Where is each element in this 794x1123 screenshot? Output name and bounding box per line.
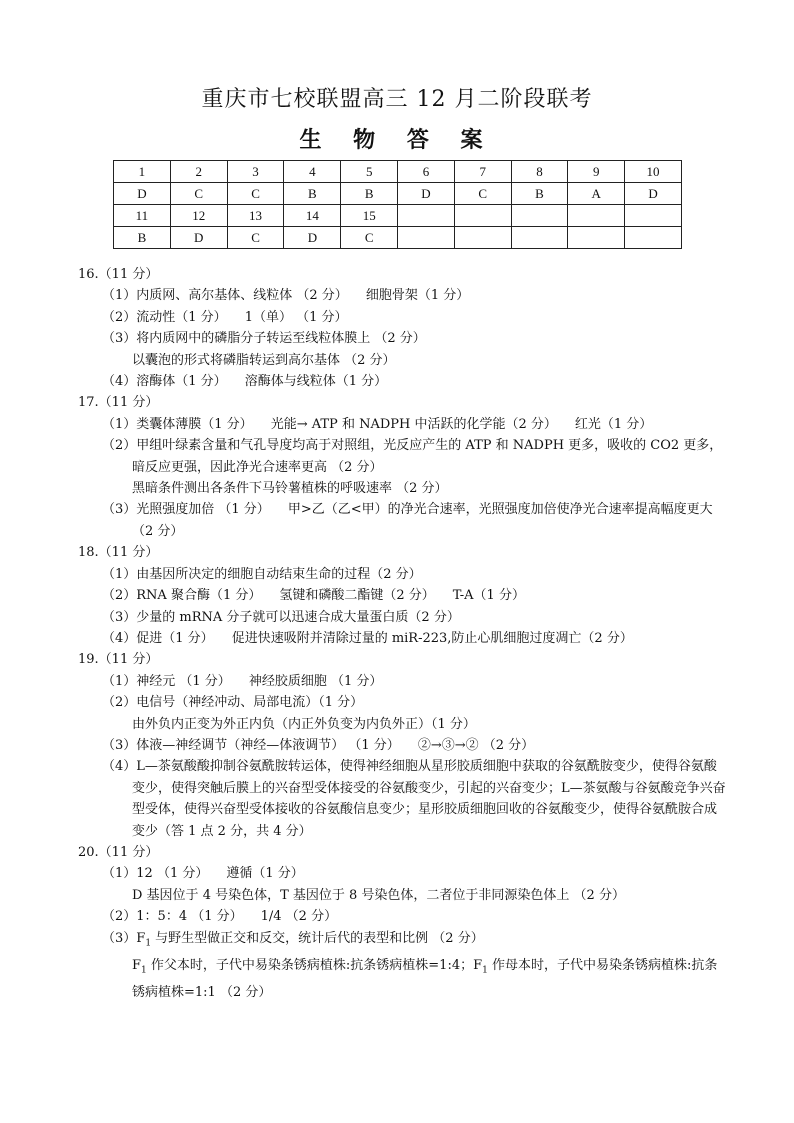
question-number-row [114,161,682,183]
answer-text: D 基因位于 4 号染色体，T 基因位于 8 号染色体，二者位于非同源染色体上 （2 分） [132,887,625,903]
table-cell: D [114,183,171,205]
table-cell: 11 [114,205,171,227]
answer-text: 光能→ ATP 和 NADPH 中活跃的化学能（2 分） [270,416,557,432]
answer-text: 黑暗条件测出各条件下马铃薯植株的呼吸速率 （2 分） [132,481,448,497]
table-cell [398,227,455,249]
page-subtitle: 生 物 答 案 [299,127,495,153]
page-title: 重庆市七校联盟高三 12 月二阶段联考 [201,87,593,112]
answer-item [78,285,728,306]
answer-text: 由外负内正变为外正内负（内正外负变为内负外正）（1 分） [132,716,476,732]
table-cell: D [170,227,227,249]
table-cell: C [454,183,511,205]
answer-text: $F_1$ 作父本时，子代中易染条锈病植株:抗条锈病植株=1:4；$F_1$ 作母本时，子代中易染条锈病植株:抗条锈病植株=1:1 （2 分） [132,957,718,1000]
answer-text: （3）体液—神经调节（神经—体液调节） （1 分） [102,737,400,753]
table-cell [625,227,682,249]
table-cell: 10 [625,161,682,183]
answer-text: （2）RNA 聚合酶（1 分） [102,588,262,604]
answer-continuation [78,478,728,499]
table-cell [454,227,511,249]
answer-item [78,928,728,955]
answer-item [78,499,728,542]
answer-text: $(3)F_1$ 与野生型做正交和反交，统计后代的表型和比例 （2 分） [102,930,484,949]
question-heading: 16.（11 分） [78,267,159,282]
answer-continuation [78,714,728,735]
question-heading: 17.（11 分） [78,395,159,411]
answer-continuation [78,885,728,906]
answer-item [78,607,728,628]
table-cell: C [227,227,284,249]
answer-item [78,564,728,585]
answer-row [114,183,682,205]
table-cell [511,205,568,227]
answer-text: （2）1：5：4 （1 分） [102,909,243,925]
answer-text: ②→③→② （2 分） [417,737,535,753]
table-cell: 8 [511,161,568,183]
table-cell: C [170,183,227,205]
answer-item [78,628,728,649]
question-number-row [114,205,682,227]
answer-item [78,585,728,606]
answer-row [114,227,682,249]
answer-continuation [78,955,728,1003]
table-cell: D [398,183,455,205]
table-cell: C [341,227,398,249]
answer-text: 细胞骨架（1 分） [365,288,470,304]
answer-item [78,414,728,435]
table-cell [568,205,625,227]
question-heading: 19.（11 分） [78,652,159,668]
table-cell [398,205,455,227]
answer-text: （1）类囊体薄膜（1 分） [102,416,253,432]
answer-item [78,756,728,842]
question-heading: 20.（11 分） [78,844,159,860]
table-cell: 5 [341,161,398,183]
answer-item [78,692,728,713]
answer-text: 甲>乙（乙<甲）的净光合速率，光照强度加倍使净光合速率提高幅度更大 （2 分） [132,502,713,539]
table-cell: C [227,183,284,205]
table-cell: 1 [114,161,171,183]
answer-text: （1）神经元 （1 分） [102,673,231,689]
answer-item [78,435,728,478]
answer-text: （2）流动性（1 分） [102,309,227,325]
answer-item [78,735,728,756]
answer-text: 促进快速吸附并清除过量的 miR-223,防止心肌细胞过度凋亡（2 分） [231,630,633,646]
answer-text: （2）甲组叶绿素含量和气孔导度均高于对照组，光反应产生的 ATP 和 NADPH 更多，吸收的 CO2 更多，暗反应更强，因此净光合速率更高 （2 分） [102,438,723,475]
answer-text: （1）内质网、高尔基体、线粒体 （2 分） [102,288,348,304]
answer-text: （3）少量的 mRNA 分子就可以迅速合成大量蛋白质（2 分） [102,609,460,625]
table-cell: D [284,227,341,249]
table-cell: D [625,183,682,205]
answer-item [78,371,728,392]
answer-text: （4）促进（1 分） [102,630,214,646]
answer-text: 氢键和磷酸二酯键（2 分） [279,588,435,604]
table-cell: 14 [284,205,341,227]
table-cell: 12 [170,205,227,227]
table-cell [625,205,682,227]
answer-text: （1）12 （1 分） [102,866,209,882]
table-cell: B [341,183,398,205]
table-cell [568,227,625,249]
table-cell: B [114,227,171,249]
table-cell: B [284,183,341,205]
answer-text: （4）溶酶体（1 分） [102,374,227,390]
table-cell: 7 [454,161,511,183]
answer-text: （2）电信号（神经冲动、局部电流）（1 分） [102,695,364,711]
answer-text: 溶酶体与线粒体（1 分） [244,374,388,390]
table-cell: 3 [227,161,284,183]
table-cell: 6 [398,161,455,183]
table-cell: 9 [568,161,625,183]
answer-continuation [78,350,728,371]
answer-text: 1（单） （1 分） [244,309,348,325]
answer-content [78,264,728,1003]
answer-text: （1）由基因所决定的细胞自动结束生命的过程（2 分） [102,566,422,582]
answer-item [78,671,728,692]
answer-text: 红光（1 分） [574,416,653,432]
answer-text: （3）将内质网中的磷脂分子转运至线粒体膜上 （2 分） [102,331,426,347]
question-heading: 18.（11 分） [78,545,159,561]
answer-item [78,863,728,884]
table-cell: B [511,183,568,205]
answer-text: 以囊泡的形式将磷脂转运到高尔基体 （2 分） [132,352,396,368]
answer-table [113,160,682,249]
answer-text: 1/4 （2 分） [260,909,338,925]
answer-item [78,328,728,349]
table-cell: 15 [341,205,398,227]
answer-text: （4）L—茶氨酸酸抑制谷氨酰胺转运体，使得神经细胞从星形胶质细胞中获取的谷氨酰胺变少，使得谷氨酸变少，使得突触后膜上的兴奋型受体接受的谷氨酸变少，引起的兴奋变少；L—茶氨酸与谷氨酸竞争兴奋型受体，使得兴奋型受体接收的谷氨酸信息变少；星形胶质细胞回收的谷氨酸变少，使得谷氨酰胺合成变少（答 1 点 2 分，共 4 分） [102,759,726,839]
answer-item [78,906,728,927]
answer-text: T-A（1 分） [452,588,525,604]
table-cell: 13 [227,205,284,227]
answer-text: 遵循（1 分） [226,866,304,882]
table-cell [454,205,511,227]
table-cell: 2 [170,161,227,183]
table-cell [511,227,568,249]
table-cell: 4 [284,161,341,183]
answer-text: 神经胶质细胞 （1 分） [248,673,383,689]
answer-text: （3）光照强度加倍 （1 分） [102,502,270,518]
table-cell: A [568,183,625,205]
answer-item [78,307,728,328]
